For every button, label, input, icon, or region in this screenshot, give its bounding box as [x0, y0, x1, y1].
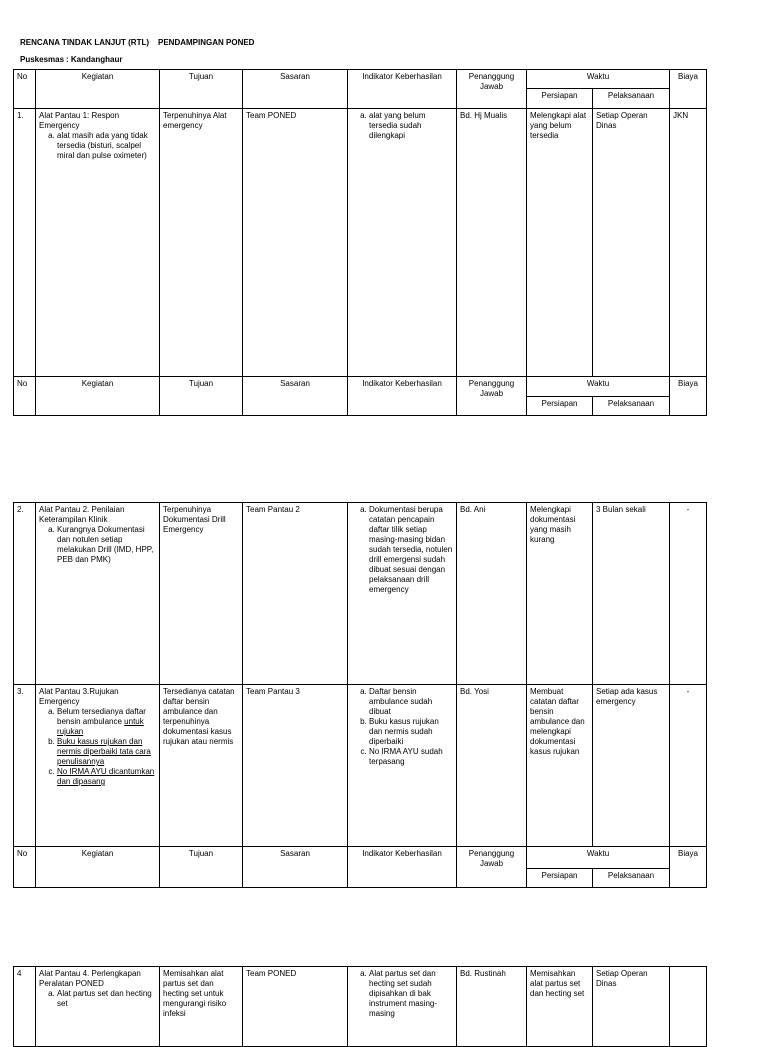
col-indikator: Indikator Keberhasilan — [348, 847, 457, 888]
col-tujuan: Tujuan — [160, 70, 243, 109]
indikator-list — [351, 687, 453, 767]
col-no: No — [14, 70, 36, 109]
underlined-text: Buku kasus rujukan dan nermis diperbaiki tata cara penulisannya — [57, 737, 151, 766]
row-no: 2. — [14, 503, 36, 685]
row-persiapan: Membuat catatan daftar bensin ambulance dan melengkapi dokumentasi kasus rujukan — [527, 685, 593, 847]
list-item: a. Alat partus set dan hecting set — [57, 989, 156, 1009]
col-kegiatan: Kegiatan — [36, 70, 160, 109]
kegiatan-list — [39, 131, 156, 161]
col-indikator: Indikator Keberhasilan — [348, 70, 457, 109]
col-waktu: Waktu — [527, 847, 670, 869]
row-sasaran: Team PONED — [243, 967, 348, 1047]
table-header-row — [14, 377, 707, 397]
list-item: a. Dokumentasi berupa catatan pencapain daftar tilik setiap masing-masing bidan sudah tersedia, notulen drill emergensi sudah dibuat sesuai dengan pelaksanaan drill emergency — [369, 505, 453, 595]
row-tujuan: Terpenuhinya Alat emergency — [160, 109, 243, 377]
col-persiapan: Persiapan — [527, 89, 593, 109]
row-penanggung: Bd. Rustinah — [457, 967, 527, 1047]
col-indikator: Indikator Keberhasilan — [348, 377, 457, 416]
col-biaya: Biaya — [670, 70, 707, 109]
row-tujuan: Memisahkan alat partus set dan hecting set untuk mengurangi risiko infeksi — [160, 967, 243, 1047]
list-item: a. alat masih ada yang tidak tersedia (bisturi, scalpel miral dan pulse oximeter) — [57, 131, 156, 161]
row-indikator — [348, 967, 457, 1047]
col-no: No — [14, 377, 36, 416]
list-item: a. Daftar bensin ambulance sudah dibuat — [369, 687, 453, 717]
row-penanggung: Bd. Ani — [457, 503, 527, 685]
row-indikator — [348, 503, 457, 685]
row-kegiatan — [36, 503, 160, 685]
indikator-list — [351, 111, 453, 141]
col-pelaksanaan: Pelaksanaan — [593, 397, 670, 416]
row-sasaran: Team Pantau 3 — [243, 685, 348, 847]
col-kegiatan: Kegiatan — [36, 377, 160, 416]
kegiatan-title: Alat Pantau 1: Respon Emergency — [39, 111, 120, 130]
col-persiapan: Persiapan — [527, 397, 593, 416]
row-kegiatan — [36, 685, 160, 847]
row-biaya: JKN — [670, 109, 707, 377]
puskesmas-value: : Kandanghaur — [66, 55, 123, 64]
table-row — [14, 503, 707, 685]
document-subtitle: PENDAMPINGAN PONED — [158, 38, 255, 47]
list-item: a. Alat partus set dan hecting set sudah dipisahkan di bak instrument masing-masing — [369, 969, 453, 1019]
col-biaya: Biaya — [670, 377, 707, 416]
list-item: c. No IRMA AYU sudah terpasang — [369, 747, 453, 767]
row-kegiatan — [36, 109, 160, 377]
col-persiapan: Persiapan — [527, 869, 593, 888]
indikator-list — [351, 505, 453, 595]
col-penanggung: Penanggung Jawab — [457, 70, 527, 109]
row-kegiatan — [36, 967, 160, 1047]
rtl-table-page-3 — [13, 966, 707, 1047]
row-sasaran: Team Pantau 2 — [243, 503, 348, 685]
document-title: RENCANA TINDAK LANJUT (RTL) — [20, 38, 150, 47]
col-tujuan: Tujuan — [160, 847, 243, 888]
list-item: a. Belum tersedianya daftar bensin ambulance untuk rujukan — [57, 707, 156, 737]
underlined-text: untuk rujukan — [57, 717, 144, 736]
kegiatan-list — [39, 525, 156, 565]
col-pelaksanaan: Pelaksanaan — [593, 89, 670, 109]
row-indikator — [348, 685, 457, 847]
table-header-row — [14, 847, 707, 869]
row-pelaksanaan: Setiap ada kasus emergency — [593, 685, 670, 847]
row-pelaksanaan: 3 Bulan sekali — [593, 503, 670, 685]
row-persiapan: Melengkapi dokumentasi yang masih kurang — [527, 503, 593, 685]
puskesmas-label: Puskesmas — [20, 55, 65, 64]
kegiatan-title: Alat Pantau 2. Penilaian Keterampilan Klinik — [39, 505, 125, 524]
kegiatan-list — [39, 707, 156, 787]
col-biaya: Biaya — [670, 847, 707, 888]
col-penanggung: Penanggung Jawab — [457, 377, 527, 416]
row-persiapan: Memisahkan alat partus set dan hecting set — [527, 967, 593, 1047]
row-biaya: - — [670, 685, 707, 847]
row-indikator — [348, 109, 457, 377]
table-row — [14, 109, 707, 377]
col-sasaran: Sasaran — [243, 847, 348, 888]
table-header-row — [14, 70, 707, 89]
indikator-list — [351, 969, 453, 1019]
kegiatan-list — [39, 989, 156, 1009]
col-sasaran: Sasaran — [243, 377, 348, 416]
list-item: a. Kurangnya Dokumentasi dan notulen setiap melakukan Drill (IMD, HPP, PEB dan PMK) — [57, 525, 156, 565]
row-no: 1. — [14, 109, 36, 377]
table-row — [14, 685, 707, 847]
kegiatan-title: Alat Pantau 4. Perlengkapan Peralatan PONED — [39, 969, 141, 988]
row-penanggung: Bd. Hj Mualis — [457, 109, 527, 377]
col-sasaran: Sasaran — [243, 70, 348, 109]
row-no: 3. — [14, 685, 36, 847]
rtl-table-page-2 — [13, 502, 707, 888]
list-item: b. Buku kasus rujukan dan nermis sudah diperbaiki — [369, 717, 453, 747]
list-item: a. alat yang belum tersedia sudah dilengkapi — [369, 111, 453, 141]
kegiatan-title: Alat Pantau 3.Rujukan Emergency — [39, 687, 119, 706]
underlined-text: No IRMA AYU dicantumkan dan dipasang — [57, 767, 155, 786]
col-waktu: Waktu — [527, 377, 670, 397]
row-penanggung: Bd. Yosi — [457, 685, 527, 847]
row-biaya: - — [670, 503, 707, 685]
table-row — [14, 967, 707, 1047]
rtl-table-page-1 — [13, 69, 707, 416]
col-no: No — [14, 847, 36, 888]
row-biaya — [670, 967, 707, 1047]
list-item — [57, 737, 156, 767]
list-item — [57, 767, 156, 787]
row-pelaksanaan: Setiap Operan Dinas — [593, 109, 670, 377]
row-sasaran: Team PONED — [243, 109, 348, 377]
row-tujuan: Tersedianya catatan daftar bensin ambulance dan terpenuhinya dokumentasi kasus rujukan atau nermis — [160, 685, 243, 847]
col-penanggung: Penanggung Jawab — [457, 847, 527, 888]
row-tujuan: Terpenuhinya Dokumentasi Drill Emergency — [160, 503, 243, 685]
row-pelaksanaan: Setiap Operan Dinas — [593, 967, 670, 1047]
col-tujuan: Tujuan — [160, 377, 243, 416]
row-persiapan: Melengkapi alat yang belum tersedia — [527, 109, 593, 377]
col-kegiatan: Kegiatan — [36, 847, 160, 888]
col-waktu: Waktu — [527, 70, 670, 89]
col-pelaksanaan: Pelaksanaan — [593, 869, 670, 888]
row-no: 4 — [14, 967, 36, 1047]
